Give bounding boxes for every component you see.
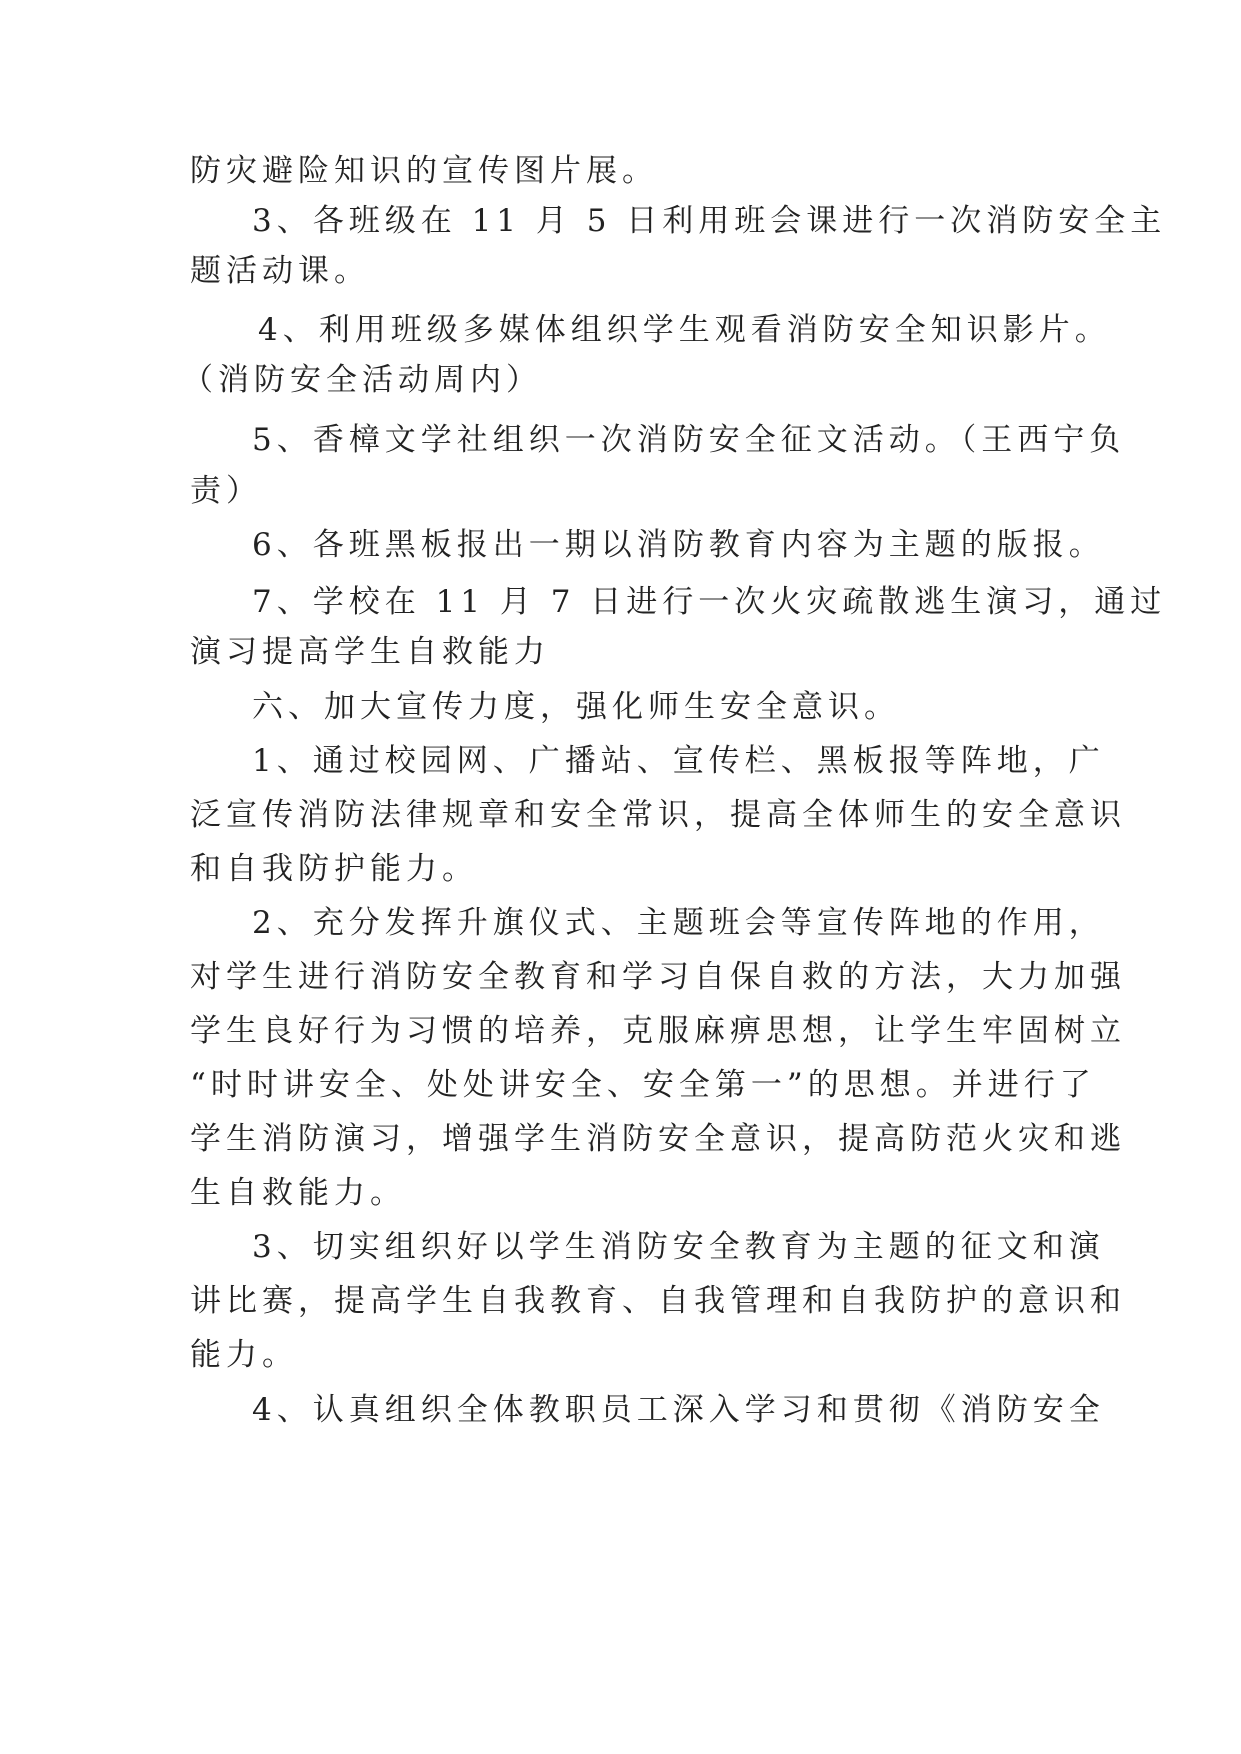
text-line: 演习提高学生自救能力 (190, 634, 550, 670)
text-line: 讲比赛，提高学生自我教育、自我管理和自我防护的意识和 (190, 1283, 1126, 1319)
text-line: 4、认真组织全体教职员工深入学习和贯彻《消防安全 (252, 1392, 1105, 1428)
text-line: 对学生进行消防安全教育和学习自保自救的方法，大力加强 (190, 959, 1126, 995)
text-line: 责） (190, 473, 262, 509)
text-line: 学生良好行为习惯的培养，克服麻痹思想，让学生牢固树立 (190, 1013, 1126, 1049)
text-line: 3、切实组织好以学生消防安全教育为主题的征文和演 (252, 1229, 1105, 1265)
text-line: 能力。 (190, 1337, 298, 1373)
text-line: 生自救能力。 (190, 1175, 406, 1211)
text-line: 防灾避险知识的宣传图片展。 (190, 153, 658, 189)
text-line: 5、香樟文学社组织一次消防安全征文活动。（王西宁负 (252, 422, 1126, 458)
text-line: 2、充分发挥升旗仪式、主题班会等宣传阵地的作用， (252, 905, 1105, 941)
text-line: 3、各班级在 11 月 5 日利用班会课进行一次消防安全主 (252, 203, 1167, 239)
text-line: 1、通过校园网、广播站、宣传栏、黑板报等阵地，广 (252, 743, 1105, 779)
text-line: 4、利用班级多媒体组织学生观看消防安全知识影片。 (258, 312, 1111, 348)
text-line: “时时讲安全、处处讲安全、安全第一”的思想。并进行了 (190, 1067, 1096, 1103)
text-line: 题活动课。 (190, 253, 370, 289)
text-line: 6、各班黑板报出一期以消防教育内容为主题的版报。 (252, 527, 1105, 563)
text-line: （消防安全活动周内） (182, 362, 542, 398)
section-heading: 六、加大宣传力度，强化师生安全意识。 (252, 689, 900, 725)
text-line: 泛宣传消防法律规章和安全常识，提高全体师生的安全意识 (190, 797, 1126, 833)
text-line: 学生消防演习，增强学生消防安全意识，提高防范火灾和逃 (190, 1121, 1126, 1157)
text-line: 7、学校在 11 月 7 日进行一次火灾疏散逃生演习，通过 (252, 584, 1167, 620)
text-line: 和自我防护能力。 (190, 851, 478, 887)
